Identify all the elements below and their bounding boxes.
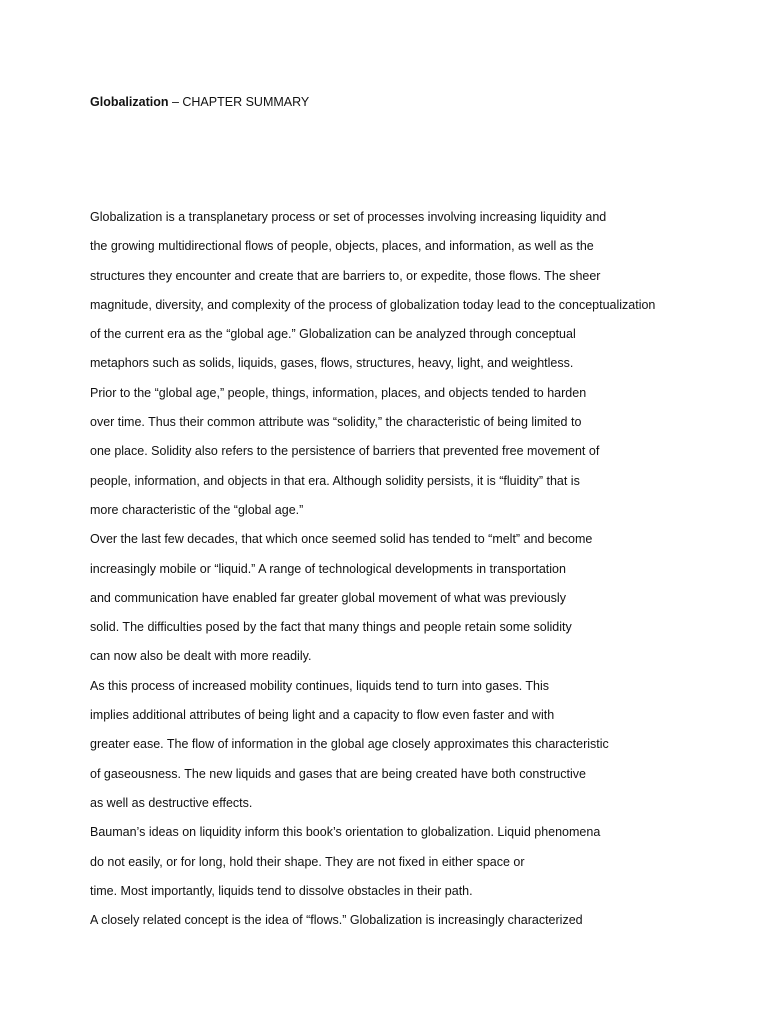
text-line: increasingly mobile or “liquid.” A range of technological developments in transportation: [90, 561, 566, 576]
text-line: can now also be dealt with more readily.: [90, 649, 312, 664]
text-line: magnitude, diversity, and complexity of the process of globalization today lead to the conceptualization: [90, 297, 656, 312]
text-line: people, information, and objects in that era. Although solidity persists, it is “fluidity” that is: [90, 473, 580, 488]
page-title: [90, 94, 309, 110]
text-line: Bauman’s ideas on liquidity inform this book’s orientation to globalization. Liquid phenomena: [90, 825, 601, 840]
text-line: of the current era as the “global age.” Globalization can be analyzed through conceptual: [90, 327, 576, 342]
text-line: of gaseousness. The new liquids and gases that are being created have both constructive: [90, 766, 586, 781]
text-line: structures they encounter and create that are barriers to, or expedite, those flows. The sheer: [90, 268, 601, 283]
text-line: metaphors such as solids, liquids, gases, flows, structures, heavy, light, and weightless.: [90, 356, 574, 371]
text-line: implies additional attributes of being light and a capacity to flow even faster and with: [90, 708, 555, 723]
text-line: Globalization is a transplanetary process or set of processes involving increasing liquidity and: [90, 210, 607, 224]
text-line: A closely related concept is the idea of “flows.” Globalization is increasingly characterized: [90, 913, 583, 928]
text-line: more characteristic of the “global age.”: [90, 502, 304, 517]
text-line: As this process of increased mobility continues, liquids tend to turn into gases. This: [90, 678, 550, 693]
text-line: Over the last few decades, that which once seemed solid has tended to “melt” and become: [90, 532, 593, 547]
text-line: time. Most importantly, liquids tend to dissolve obstacles in their path.: [90, 883, 473, 898]
text-line: as well as destructive effects.: [90, 795, 253, 810]
text-line: one place. Solidity also refers to the persistence of barriers that prevented free movement of: [90, 444, 600, 459]
text-line: do not easily, or for long, hold their shape. They are not fixed in either space or: [90, 854, 525, 869]
text-line: over time. Thus their common attribute was “solidity,” the characteristic of being limited to: [90, 415, 582, 430]
text-line: Prior to the “global age,” people, things, information, places, and objects tended to harden: [90, 385, 587, 400]
text-line: and communication have enabled far greater global movement of what was previously: [90, 590, 566, 605]
title-main: Globalization: [90, 95, 169, 109]
summary-body: [90, 209, 730, 941]
text-line: the growing multidirectional flows of people, objects, places, and information, as well as the: [90, 239, 594, 254]
text-line: solid. The difficulties posed by the fact that many things and people retain some solidity: [90, 620, 572, 635]
text-line: greater ease. The flow of information in the global age closely approximates this characteristic: [90, 737, 609, 752]
title-rest: – CHAPTER SUMMARY: [168, 95, 310, 109]
